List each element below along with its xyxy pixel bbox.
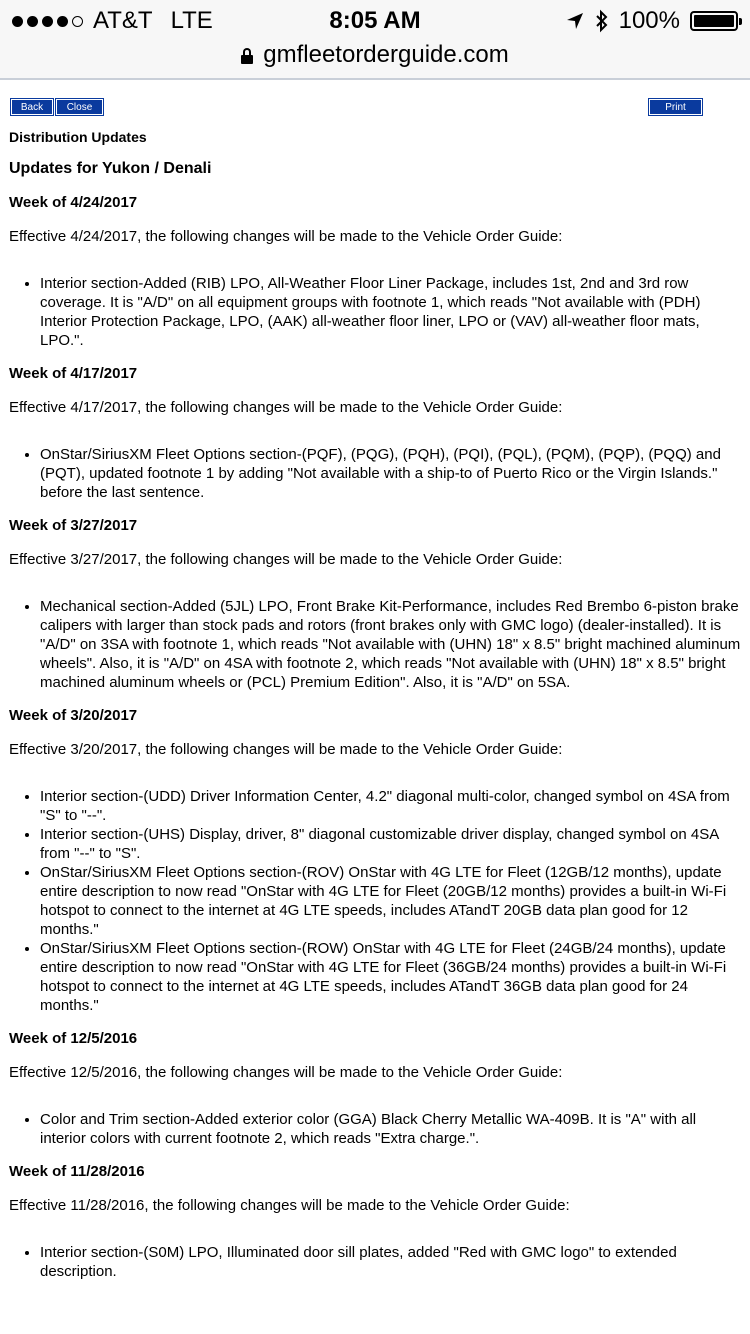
change-list: [9, 1110, 750, 1148]
week-section: [9, 1029, 750, 1148]
weeks-list: [9, 193, 750, 1281]
url-domain: gmfleetorderguide.com: [263, 41, 509, 68]
week-title: Week of 3/20/2017: [9, 707, 138, 724]
effective-statement: Effective 11/28/2016, the following changes will be made to the Vehicle Order Guide:: [9, 1197, 570, 1214]
close-button[interactable]: Close: [56, 99, 103, 115]
week-title: Week of 4/17/2017: [9, 365, 138, 382]
change-item: • Interior section-(S0M) LPO, Illuminated door sill plates, added "Red with GMC logo" to extended description.: [40, 1243, 750, 1281]
network-type: LTE: [170, 7, 213, 34]
status-right: [565, 6, 738, 36]
week-title: Week of 11/28/2016: [9, 1163, 145, 1180]
week-section: [9, 193, 750, 350]
effective-statement: Effective 3/20/2017, the following changes will be made to the Vehicle Order Guide:: [9, 741, 563, 758]
bluetooth-icon: [595, 9, 609, 33]
change-item: • OnStar/SiriusXM Fleet Options section-(ROW) OnStar with 4G LTE for Fleet (24GB/24 months), update entire description to now read "OnStar with 4G LTE for Fleet (36GB/24 months) provides a built-in Wi-Fi hotspot to connect to the internet at 4G LTE speeds, includes ATandT 36GB data plan good for 24 months.": [40, 939, 750, 1015]
change-list: [9, 1243, 750, 1281]
section-title: Distribution Updates: [9, 129, 147, 145]
browser-chrome: [0, 0, 750, 80]
back-button[interactable]: Back: [11, 99, 53, 115]
week-section: [9, 364, 750, 502]
effective-statement: Effective 3/27/2017, the following changes will be made to the Vehicle Order Guide:: [9, 551, 563, 568]
page-toolbar: [9, 80, 750, 116]
effective-statement: Effective 4/17/2017, the following changes will be made to the Vehicle Order Guide:: [9, 399, 563, 416]
week-section: [9, 706, 750, 1015]
change-list: [9, 787, 750, 1015]
battery-percent: 100%: [618, 7, 680, 34]
lock-icon: [241, 48, 253, 64]
battery-icon: [690, 11, 738, 31]
effective-statement: Effective 4/24/2017, the following changes will be made to the Vehicle Order Guide:: [9, 228, 563, 245]
change-item: • Interior section-(UDD) Driver Information Center, 4.2" diagonal multi-color, changed symbol on 4SA from "S" to "--".: [40, 787, 750, 825]
change-list: [9, 274, 750, 350]
carrier-name: AT&T: [93, 7, 153, 34]
change-item: • OnStar/SiriusXM Fleet Options section-(PQF), (PQG), (PQH), (PQI), (PQL), (PQM), (PQP), (PQQ) and (PQT), updated footnote 1 by adding "Not available with a ship-to of Puerto Rico or the Virgin Islands." before the last sentence.: [40, 445, 750, 502]
week-section: [9, 516, 750, 692]
effective-statement: Effective 12/5/2016, the following changes will be made to the Vehicle Order Guide:: [9, 1064, 563, 1081]
week-title: Week of 3/27/2017: [9, 517, 138, 534]
change-item: • Mechanical section-Added (5JL) LPO, Front Brake Kit-Performance, includes Red Brembo 6-piston brake calipers with larger than stock pads and rotors (front brakes only with GMC logo) (dealer-installed). It is "A/D" on 3SA with footnote 1, which reads "Not available with (UHN) 18" x 8.5" bright machined aluminum wheels". Also, it is "A/D" on 4SA with footnote 2, which reads "Not available with (UHN) 18" x 8.5" bright machined aluminum wheels or (PCL) Premium Edition". Also, it is "A/D" on 5SA.: [40, 597, 750, 692]
change-item: • OnStar/SiriusXM Fleet Options section-(ROV) OnStar with 4G LTE for Fleet (12GB/12 months), update entire description to now read "OnStar with 4G LTE for Fleet (20GB/12 months) provides a built-in Wi-Fi hotspot to connect to the internet at 4G LTE speeds, includes ATandT 20GB data plan good for 12 months.": [40, 863, 750, 939]
print-button[interactable]: Print: [649, 99, 702, 115]
week-title: Week of 4/24/2017: [9, 194, 138, 211]
week-title: Week of 12/5/2016: [9, 1030, 138, 1047]
change-list: [9, 597, 750, 692]
page-title: Updates for Yukon / Denali: [9, 160, 212, 177]
location-arrow-icon: [565, 11, 585, 31]
change-item: • Interior section-Added (RIB) LPO, All-Weather Floor Liner Package, includes 1st, 2nd and 3rd row coverage. It is "A/D" on all equipment groups with footnote 1, which reads "Not available with (PDH) Interior Protection Package, LPO, (AAK) all-weather floor liner, LPO or (VAV) all-weather floor mats, LPO.".: [40, 274, 750, 350]
page-content: [0, 80, 750, 1281]
clock: 8:05 AM: [329, 7, 421, 34]
change-item: • Color and Trim section-Added exterior color (GGA) Black Cherry Metallic WA-409B. It is "A" with all interior colors with current footnote 2, which reads "Extra charge.".: [40, 1110, 750, 1148]
week-section: [9, 1162, 750, 1281]
status-bar: [0, 6, 750, 36]
change-item: • Interior section-(UHS) Display, driver, 8" diagonal customizable driver display, changed symbol on 4SA from "--" to "S".: [40, 825, 750, 863]
address-bar[interactable]: [0, 40, 750, 70]
change-list: [9, 445, 750, 502]
